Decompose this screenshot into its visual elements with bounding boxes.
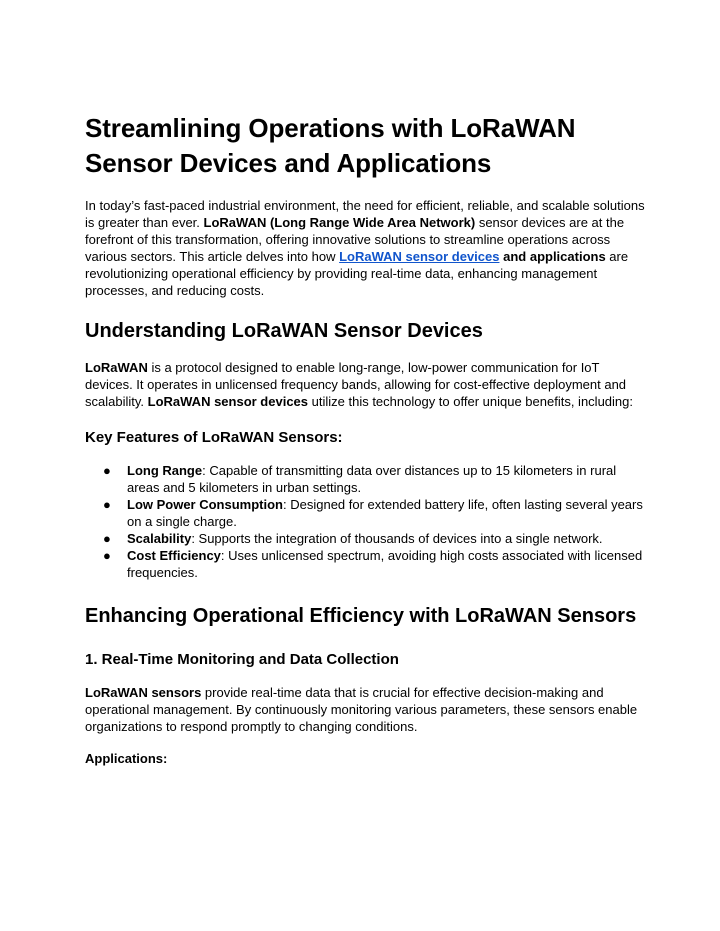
sensors-text: provide real-time data that is crucial for effective decision-making and operational management. By continuously monitoring various parameters, these sensors enable organizations to respond promptly to changing conditions. [85, 685, 638, 734]
intro-bold-lorawan: LoRaWAN (Long Range Wide Area Network) [203, 215, 476, 230]
list-item [85, 530, 645, 547]
lorawan-paragraph [85, 359, 645, 410]
sensors-bold: LoRaWAN sensors [85, 685, 202, 700]
features-list [85, 462, 645, 581]
document-content [85, 111, 645, 767]
lorawan-sensor-devices-link[interactable]: LoRaWAN sensor devices [339, 249, 500, 264]
intro-bold-applications: and applications [503, 249, 606, 264]
feature-label: Long Range [127, 463, 203, 478]
features-heading: Key Features of LoRaWAN Sensors: [85, 429, 343, 446]
subheading-real-time-monitoring: 1. Real-Time Monitoring and Data Collection [85, 651, 399, 668]
intro-text-1: In today’s fast-paced industrial environment, the need for efficient, reliable, and scalable solutions is greater than ever. [85, 198, 645, 230]
intro-paragraph [85, 197, 645, 299]
intro-text-4: are revolutionizing operational efficiency by providing real-time data, enhancing management processes, and reducing costs. [85, 249, 629, 298]
feature-text: : Supports the integration of thousands of devices into a single network. [191, 531, 603, 546]
intro-text-2: sensor devices are at the forefront of this transformation, offering innovative solutions to streamline operations across various sectors. This article delves into how [85, 215, 625, 264]
sensors-paragraph [85, 684, 645, 735]
lorawan-text-1: is a protocol designed to enable long-range, low-power communication for IoT devices. It operates in unlicensed frequency bands, allowing for cost-effective deployment and scalability. [85, 360, 627, 409]
lorawan-bold: LoRaWAN [85, 360, 148, 375]
list-item [85, 462, 645, 496]
feature-label: Low Power Consumption [127, 497, 283, 512]
feature-label: Cost Efficiency [127, 548, 221, 563]
section-heading-enhancing: Enhancing Operational Efficiency with LoRaWAN Sensors [85, 605, 637, 627]
list-item [85, 496, 645, 530]
feature-label: Scalability [127, 531, 192, 546]
feature-text: : Uses unlicensed spectrum, avoiding high costs associated with licensed frequencies. [127, 548, 643, 580]
applications-label: Applications: [85, 751, 168, 766]
page-title: Streamlining Operations with LoRaWAN Sensor Devices and Applications [85, 113, 576, 178]
bullet-icon: ● [103, 548, 111, 563]
bullet-icon: ● [103, 497, 111, 512]
lorawan-text-2: utilize this technology to offer unique benefits, including: [308, 394, 633, 409]
bullet-icon: ● [103, 531, 111, 546]
list-item [85, 547, 645, 581]
lorawan-sensor-devices-bold: LoRaWAN sensor devices [147, 394, 309, 409]
feature-text: : Capable of transmitting data over distances up to 15 kilometers in rural areas and 5 kilometers in urban settings. [127, 463, 617, 495]
bullet-icon: ● [103, 463, 111, 478]
feature-text: : Designed for extended battery life, often lasting several years on a single charge. [127, 497, 643, 529]
section-heading-understanding: Understanding LoRaWAN Sensor Devices [85, 320, 483, 342]
